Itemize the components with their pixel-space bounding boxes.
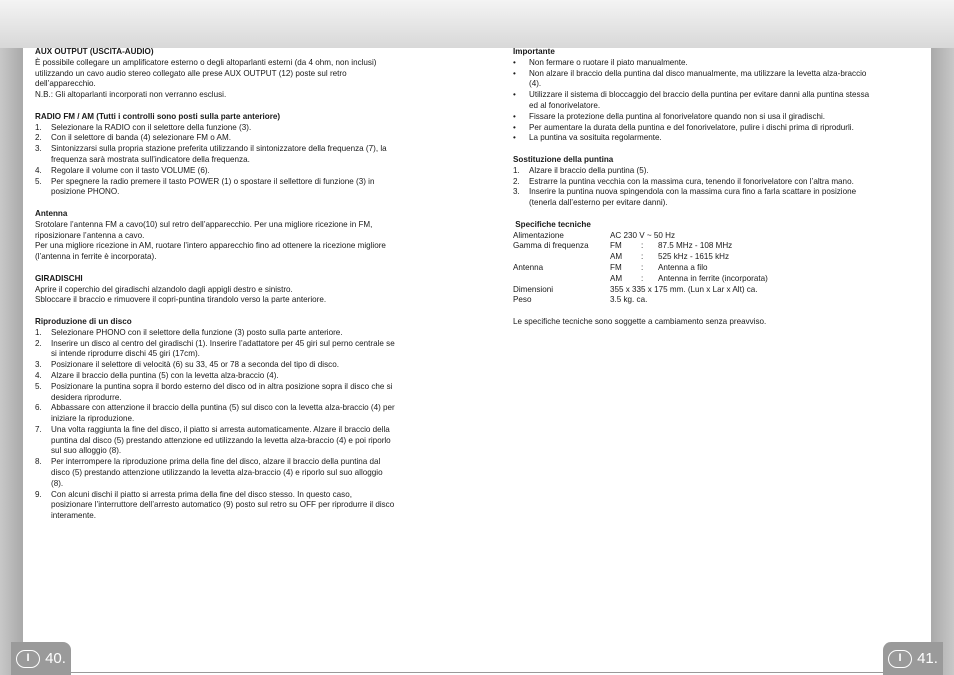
step-number: 5.: [35, 176, 42, 186]
spec-separator: :: [641, 273, 644, 283]
spec-label: Gamma di frequenza: [513, 241, 589, 251]
stylus-steps-list: [513, 166, 913, 209]
spec-value: 355 x 335 x 175 mm. (Lun x Lar x Alt) ca.: [610, 284, 758, 294]
step-text: Estrarre la puntina vecchia con la massima cura, tenendo il fonorivelatore con l’altra mano.: [529, 176, 854, 186]
step-text: Selezionare la RADIO con il selettore della funzione (3).: [51, 122, 252, 132]
list-item: [35, 177, 445, 199]
step-number: 1.: [35, 327, 42, 337]
step-text: posizione PHONO.: [51, 187, 120, 197]
right-margin-bar: [931, 48, 954, 675]
bullet-text: Per aumentare la durata della puntina e del fonorivelatore, pulire i dischi prima di riprodurli.: [529, 122, 854, 132]
spec-value: 525 kHz - 1615 kHz: [658, 252, 730, 262]
step-number: 6.: [35, 403, 42, 413]
step-number: 2.: [35, 338, 42, 348]
list-item: [35, 403, 445, 425]
spec-label: Antenna: [513, 262, 544, 272]
left-margin-bar: [0, 48, 23, 675]
spec-label: Peso: [513, 295, 532, 305]
list-item: [35, 328, 445, 339]
radio-section: [35, 112, 445, 198]
list-item: [35, 457, 445, 489]
left-page-column: [35, 47, 445, 533]
important-section: [513, 47, 913, 144]
aux-line: dell’apparecchio.: [35, 79, 96, 89]
step-number: 3.: [513, 187, 520, 197]
giradischi-line: Sbloccare il braccio e rimuovere il copri-puntina tirandolo verso la parte anteriore.: [35, 295, 327, 305]
specs-table: [513, 231, 768, 307]
bullet-text: Non fermare o ruotare il piato manualmente.: [529, 57, 688, 67]
step-text: (tenerla dall’esterno per evitare danni).: [529, 198, 668, 208]
step-text: desidera riprodurre.: [51, 392, 122, 402]
spec-band: FM: [610, 241, 622, 251]
radio-steps-list: [35, 123, 445, 199]
step-text: (8).: [51, 478, 64, 488]
step-text: iniziare la riproduzione.: [51, 414, 135, 424]
step-number: 1.: [513, 165, 520, 175]
aux-output-body: [35, 58, 445, 101]
spec-band: AM: [610, 252, 623, 262]
step-number: 8.: [35, 457, 42, 467]
spec-value: 87.5 MHz - 108 MHz: [658, 241, 733, 251]
list-item: [513, 69, 913, 91]
spec-band: FM: [610, 262, 622, 272]
spec-label: [513, 274, 610, 285]
spec-separator: :: [641, 252, 644, 262]
specs-heading: Specifiche tecniche: [513, 219, 591, 229]
bullet-text: Non alzare il braccio della puntina dal disco manualmente, ma utilizzare la levetta alza-braccio: [529, 68, 867, 78]
step-text: Inserire la puntina nuova spingendola con la massima cura fino a farla scattare in posizione: [529, 187, 857, 197]
table-row: [513, 231, 768, 242]
important-bullets: [513, 58, 913, 144]
step-number: 5.: [35, 381, 42, 391]
step-text: Sintonizzarsi sulla propria stazione preferita utilizzando il sintonizzatore della frequenza (7), la: [51, 144, 387, 154]
spec-label: Dimensioni: [513, 284, 554, 294]
step-text: interamente.: [51, 511, 96, 521]
list-item: [35, 339, 445, 361]
step-text: Per spegnere la radio premere il tasto POWER (1) o spostare il sellettore di funzione (3) in: [51, 176, 375, 186]
aux-output-heading: AUX OUTPUT (USCITA-AUDIO): [35, 47, 154, 56]
list-item: [35, 371, 445, 382]
bullet-text: ed al fonorivelatore.: [529, 100, 601, 110]
bullet-text: Utilizzare il sistema di bloccaggio del braccio della puntina per evitare danni alla puntina stessa: [529, 90, 870, 100]
stylus-replacement-section: [513, 155, 913, 209]
table-row: [513, 274, 768, 285]
bullet-text: (4).: [529, 79, 542, 89]
language-badge-icon: I: [888, 650, 912, 668]
step-text: disco (5) prestando attenzione utilizzando la levetta alza-braccio (4) e riporlo sul suo alloggio: [51, 468, 383, 478]
page-number-badge-right: [883, 642, 943, 675]
aux-line: È possibile collegare un amplificatore esterno o degli altoparlanti esterni (da 4 ohm, non inclusi): [35, 57, 377, 67]
list-item: [35, 133, 445, 144]
table-row: [513, 295, 768, 306]
bullet-icon: •: [513, 122, 516, 132]
list-item: [513, 166, 913, 177]
list-item: [513, 90, 913, 112]
step-number: 4.: [35, 370, 42, 380]
bullet-icon: •: [513, 57, 516, 67]
step-text: Posizionare la puntina sopra il bordo esterno del disco od in altra posizione sopra il disco che si: [51, 381, 393, 391]
important-heading: Importante: [513, 47, 555, 56]
bullet-text: La puntina va sosituita regolarmente.: [529, 133, 662, 143]
table-row: [513, 241, 768, 252]
antenna-section: [35, 209, 445, 263]
step-number: 3.: [35, 360, 42, 370]
step-text: Abbassare con attenzione il braccio della puntina (5) sul disco con la levetta alza-braccio (4) per: [51, 403, 395, 413]
step-text: Selezionare PHONO con il selettore della funzione (3) posto sulla parte anteriore.: [51, 327, 343, 337]
spec-label: Alimentazione: [513, 230, 564, 240]
aux-line: utilizzando un cavo audio stereo collegato alle prese AUX OUTPUT (12) poste sul retro: [35, 68, 347, 78]
specs-section: [513, 220, 913, 328]
step-text: Inserire un disco al centro del giradischi (1). Inserire l’adattatore per 45 giri sul perno centrale se: [51, 338, 395, 348]
list-item: [35, 490, 445, 522]
step-text: Regolare il volume con il tasto VOLUME (6).: [51, 165, 210, 175]
step-number: 9.: [35, 489, 42, 499]
step-text: Una volta raggiunta la fine del disco, il piatto si arresta automaticamente. Alzare il braccio della: [51, 424, 390, 434]
giradischi-line: Aprire il coperchio del giradischi alzandolo dagli appigli destro e sinistro.: [35, 284, 293, 294]
spec-value: Antenna a filo: [658, 262, 708, 272]
header-band: [0, 0, 954, 48]
bullet-text: Fissare la protezione della puntina al fonorivelatore quando non si usa il giradischi.: [529, 111, 826, 121]
radio-heading: RADIO FM / AM (Tutti i controlli sono posti sulla parte anteriore): [35, 111, 281, 121]
aux-output-section: [35, 47, 445, 101]
step-number: 2.: [35, 133, 42, 143]
spec-band: AM: [610, 273, 623, 283]
giradischi-heading: GIRADISCHI: [35, 273, 83, 283]
bullet-icon: •: [513, 111, 516, 121]
spec-value: Antenna in ferrite (incorporata): [658, 273, 768, 283]
list-item: [35, 144, 445, 166]
step-text: si intende riprodurre dischi 45 giri (17cm).: [51, 349, 200, 359]
list-item: [513, 112, 913, 123]
stylus-replacement-heading: Sostituzione della puntina: [513, 154, 614, 164]
playback-heading: Riproduzione di un disco: [35, 316, 132, 326]
step-text: sul suo alloggio (8).: [51, 446, 122, 456]
list-item: [513, 123, 913, 134]
bullet-icon: •: [513, 90, 516, 100]
step-text: Per interrompere la riproduzione prima della fine del disco, alzare il braccio della puntina dal: [51, 457, 381, 467]
specs-note: Le specifiche tecniche sono soggette a cambiamento senza preavviso.: [513, 316, 767, 326]
step-number: 3.: [35, 144, 42, 154]
step-text: frequenza sarà mostrata sull’indicatore della frequenza.: [51, 154, 250, 164]
language-badge-icon: I: [16, 650, 40, 668]
step-text: Con alcuni dischi il piatto si arresta prima della fine del disco stesso. In questo caso,: [51, 489, 352, 499]
spec-label: [513, 252, 610, 263]
step-number: 1.: [35, 122, 42, 132]
aux-line: N.B.: Gli altoparlanti incorporati non verranno esclusi.: [35, 90, 227, 100]
step-text: Alzare il braccio della puntina (5).: [529, 165, 649, 175]
bullet-icon: •: [513, 133, 516, 143]
list-item: [513, 187, 913, 209]
right-page-column: [513, 47, 913, 339]
list-item: [35, 123, 445, 134]
step-text: Alzare il braccio della puntina (5) con la levetta alza-braccio (4).: [51, 370, 279, 380]
list-item: [35, 382, 445, 404]
table-row: [513, 252, 768, 263]
giradischi-section: [35, 274, 445, 306]
spec-separator: :: [641, 241, 644, 251]
antenna-line: Srotolare l’antenna FM a cavo(10) sul retro dell’apparecchio. Per una migliore ricezione in FM,: [35, 219, 373, 229]
list-item: [513, 177, 913, 188]
table-row: [513, 263, 768, 274]
step-text: Posizionare il selettore di velocità (6) su 33, 45 or 78 a seconda del tipo di disco.: [51, 360, 339, 370]
table-row: [513, 285, 768, 296]
antenna-line: riposizionare l’antenna a cavo.: [35, 230, 145, 240]
spec-value: 3.5 kg. ca.: [610, 295, 648, 305]
footer-rule: [23, 672, 931, 673]
step-text: puntina dal disco (5) prestando attenzione ed utilizzando la levetta alza-braccio (4) e poi riporlo: [51, 435, 391, 445]
list-item: [513, 58, 913, 69]
playback-section: [35, 317, 445, 522]
page-number-badge-left: [11, 642, 71, 675]
antenna-heading: Antenna: [35, 208, 68, 218]
step-number: 2.: [513, 176, 520, 186]
step-number: 7.: [35, 424, 42, 434]
spec-value: AC 230 V ~ 50 Hz: [610, 230, 676, 240]
bullet-icon: •: [513, 68, 516, 78]
spec-separator: :: [641, 262, 644, 272]
antenna-line: (l’antenna in ferrite è incorporata).: [35, 252, 157, 262]
page-number: 41.: [917, 650, 938, 667]
step-number: 4.: [35, 165, 42, 175]
list-item: [513, 133, 913, 144]
list-item: [35, 425, 445, 457]
list-item: [35, 360, 445, 371]
step-text: Con il selettore di banda (4) selezionare FM o AM.: [51, 133, 231, 143]
page-number: 40.: [45, 650, 66, 667]
list-item: [35, 166, 445, 177]
playback-steps-list: [35, 328, 445, 522]
antenna-line: Per una migliore ricezione in AM, ruotare l’intero apparecchio fino ad ottenere la ricezione migliore: [35, 241, 386, 251]
step-text: posizionare l’interruttore dell’arresto automatico (9) posto sul retro su OFF per riprodurre il disco: [51, 500, 395, 510]
